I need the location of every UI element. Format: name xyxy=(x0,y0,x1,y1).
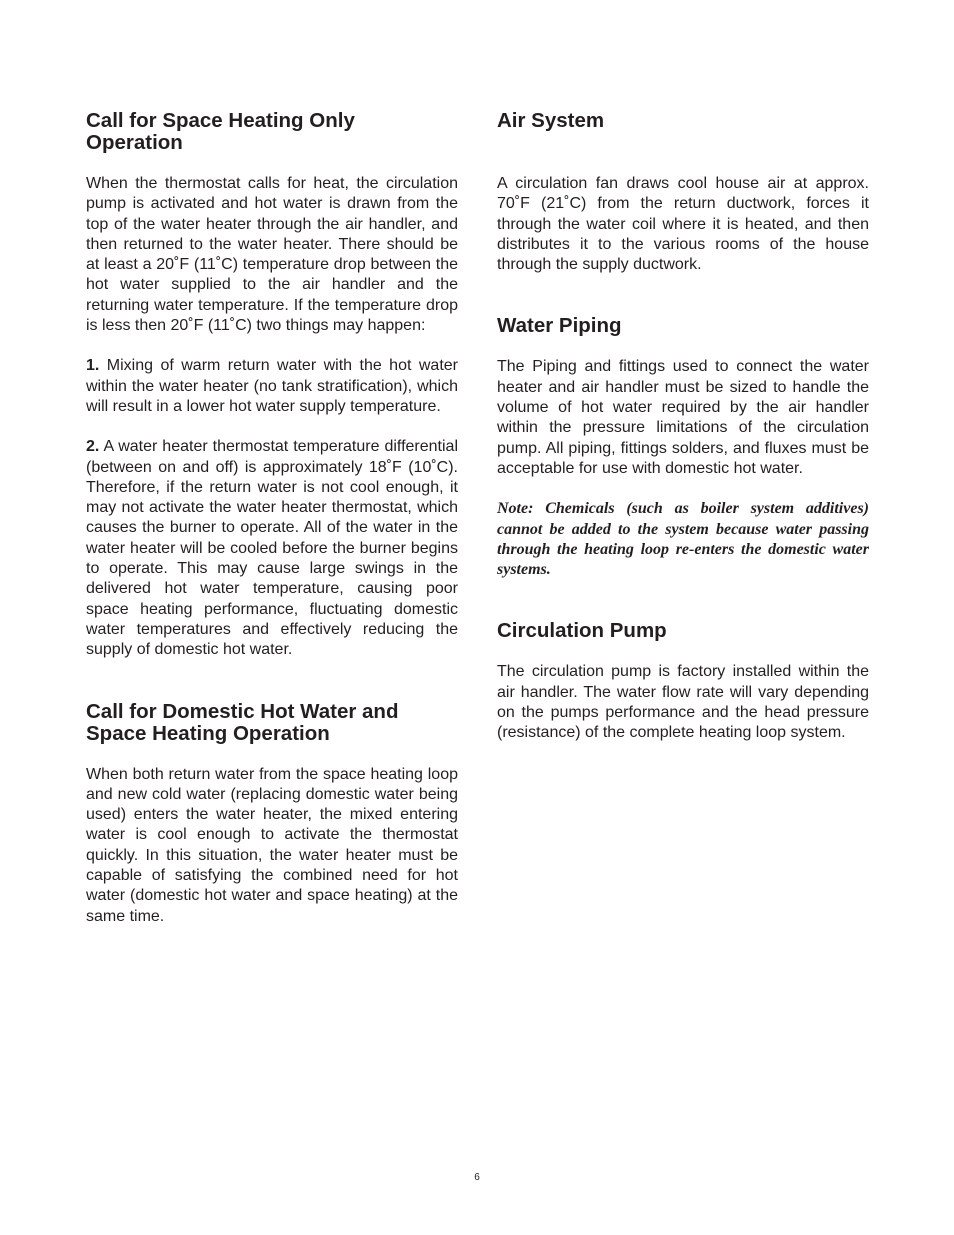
item-1-text: Mixing of warm return water with the hot water within the water heater (no tank stratification), which will result in a lower hot water supply temperature. xyxy=(86,357,458,415)
space-heating-heading xyxy=(86,110,458,154)
item-1-number: 1. xyxy=(86,357,100,375)
water-piping-body: The Piping and fittings used to connect the water heater and air handler must be sized to handle the volume of hot water required by the air handler within the pressure limitations of the circulation pump. All piping, fittings solders, and fluxes must be acceptable for use with domestic hot water. xyxy=(497,358,869,477)
water-piping-note: Note: Chemicals (such as boiler system additives) cannot be added to the system because water passing through the heating loop re-enters the domestic water systems. xyxy=(497,500,869,579)
domestic-space-heading-line2: Space Heating Operation xyxy=(86,721,330,745)
water-piping-heading: Water Piping xyxy=(497,314,622,338)
space-heating-item-2 xyxy=(86,437,458,660)
item-2-number: 2. xyxy=(86,438,100,456)
right-column xyxy=(497,110,869,744)
space-heating-heading-line1: Call for Space Heating Only xyxy=(86,109,355,132)
space-heating-heading-line2: Operation xyxy=(86,131,183,154)
space-heating-item-1 xyxy=(86,356,458,417)
domestic-space-body: When both return water from the space heating loop and new cold water (replacing domestic water being used) enters the water heater, the mixed entering water is cool enough to activate the thermostat quickly. In this situation, the water heater must be capable of satisfying the combined need for hot water (domestic hot water and space heating) at the same time. xyxy=(86,765,458,925)
item-2-text: A water heater thermostat temperature differential (between on and off) is approximately 18˚F (10˚C). Therefore, if the return water is not cool enough, it may not activate the water heater thermostat, which causes the burner to operate. All of the water in the water heater will be cooled before the burner begins to operate. This may cause large swings in the delivered hot water temperature, causing poor space heating performance, fluctuating domestic water temperatures and effectively reducing the supply of domestic hot water. xyxy=(86,438,458,659)
space-heating-intro: When the thermostat calls for heat, the circulation pump is activated and hot water is drawn from the top of the water heater through the air handler, and then returned to the water heater. There should be at least a 20˚F (11˚C) temperature drop between the hot water supplied to the air handler and the returning water temperature. If the temperature drop is less then 20˚F (11˚C) two things may happen: xyxy=(86,175,458,335)
left-column xyxy=(86,110,458,927)
circulation-pump-heading: Circulation Pump xyxy=(497,619,667,643)
page-number: 6 xyxy=(474,1172,480,1183)
domestic-space-heading-line1: Call for Domestic Hot Water and xyxy=(86,699,399,723)
air-system-body: A circulation fan draws cool house air at approx. 70˚F (21˚C) from the return ductwork, forces it through the water coil where it is heated, and then distributes it to the various rooms of the house through the supply ductwork. xyxy=(497,175,869,274)
circulation-pump-body: The circulation pump is factory installed within the air handler. The water flow rate will vary depending on the pumps performance and the head pressure (resistance) of the complete heating loop system. xyxy=(497,663,869,742)
domestic-space-heading xyxy=(86,701,458,745)
air-system-heading: Air System xyxy=(497,109,605,132)
